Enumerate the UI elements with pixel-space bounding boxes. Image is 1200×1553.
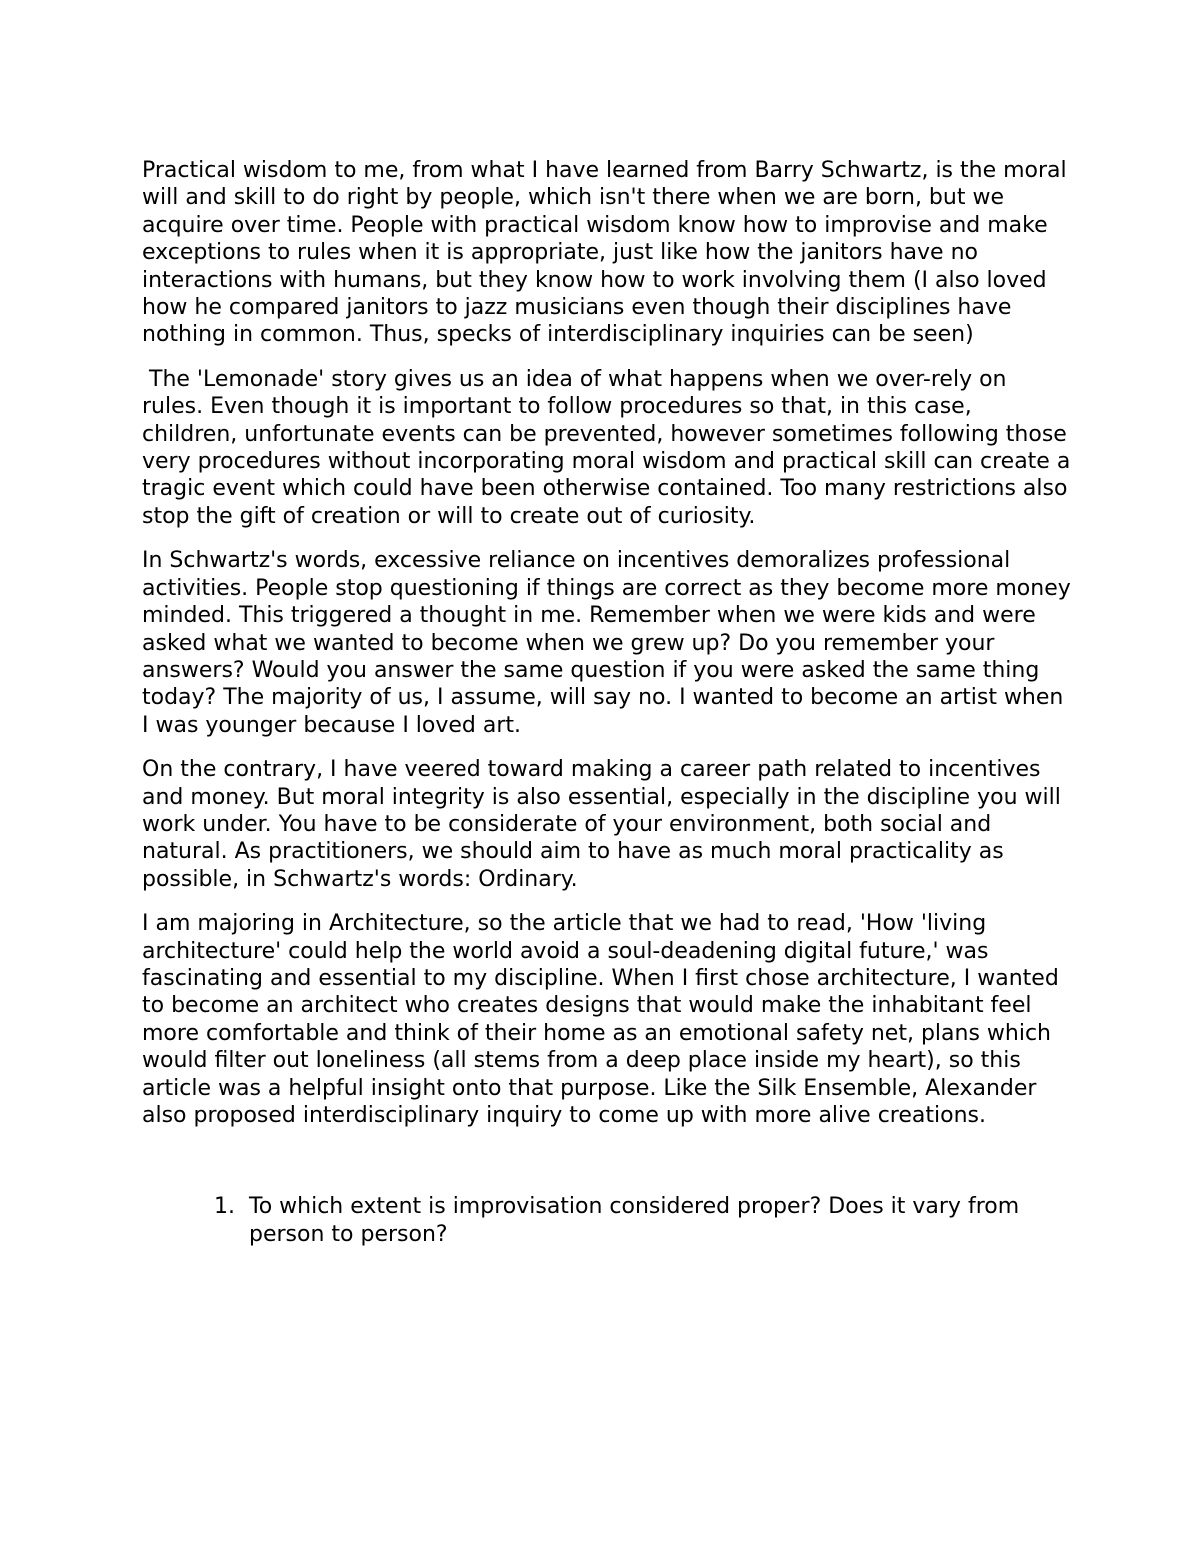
paragraph-architecture: I am majoring in Architecture, so the article that we had to read, 'How 'living architecture' could help the world avoid a soul-deadening digital future,' was fascinating and essential to my discipline. When I first chose architecture, I wanted to become an architect who creates designs that would make the inhabitant feel more comfortable and think of their home as an emotional safety net, plans which would filter out loneliness (all stems from a deep place inside my heart), so this article was a helpful insight onto that purpose. Like the Silk Ensemble, Alexander also proposed interdisciplinary inquiry to come up with more alive creations.: [142, 911, 1066, 1128]
document-body: [142, 157, 1078, 1248]
list-item-text: To which extent is improvisation considered proper? Does it vary from person to person?: [249, 1194, 1020, 1247]
list-item-number: 1.: [214, 1194, 235, 1220]
question-list: [142, 1193, 1072, 1248]
paragraph-incentives: In Schwartz's words, excessive reliance on incentives demoralizes professional activities. People stop questioning if things are correct as they become more money minded. This triggered a thought in me. Remember when we were kids and were asked what we wanted to become when we grew up? Do you remember your answers? Would you answer the same question if you were asked the same thing today? The majority of us, I assume, will say no. I wanted to become an artist when I was younger because I loved art.: [142, 548, 1078, 738]
list-item: [142, 1193, 1039, 1248]
paragraph-lemonade-story: The 'Lemonade' story gives us an idea of what happens when we over-rely on rules. Even though it is important to follow procedures so that, in this case, children, unfortunate events can be prevented, however sometimes following those very procedures without incorporating moral wisdom and practical skill can create a tragic event which could have been otherwise contained. Too many restrictions also stop the gift of creation or will to create out of curiosity.: [142, 366, 1078, 529]
paragraph-moral-integrity: On the contrary, I have veered toward making a career path related to incentives and money. But moral integrity is also essential, especially in the discipline you will work under. You have to be considerate of your environment, both social and natural. As practitioners, we should aim to have as much moral practicality as possible, in Schwartz's words: Ordinary.: [142, 757, 1068, 892]
paragraph-practical-wisdom: Practical wisdom to me, from what I have learned from Barry Schwartz, is the moral will and skill to do right by people, which isn't there when we are born, but we acquire over time. People with practical wisdom know how to improvise and make exceptions to rules when it is appropriate, just like how the janitors have no interactions with humans, but they know how to work involving them (I also loved how he compared janitors to jazz musicians even though their disciplines have nothing in common. Thus, specks of interdisciplinary inquiries can be seen): [142, 158, 1074, 348]
